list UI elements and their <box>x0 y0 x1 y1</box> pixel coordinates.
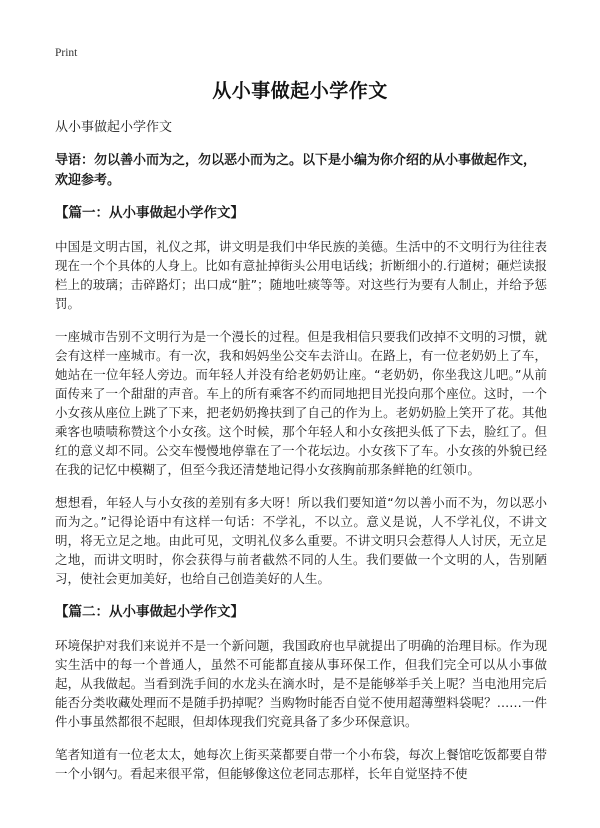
paragraph: 想想看，年轻人与小女孩的差别有多大呀！所以我们要知道“勿以善小而不为，勿以恶小而为之。”记得论语中有这样一句话：不学礼，不以立。意义是说，人不学礼仪，不讲文明，将无立足之地。由此可见，文明礼仪多么重要。不讲文明只会惹得人人讨厌，无立足之地，而讲文明时，你会获得与前者截然不同的人生。我们要做一个文明的人，告别陋习，使社会更加美好，也给自己创造美好的人生。 <box>55 495 547 586</box>
page-title: 从小事做起小学作文 <box>212 80 388 102</box>
article-body <box>55 118 547 797</box>
section-1 <box>55 203 547 588</box>
paragraph: 一座城市告别不文明行为是一个漫长的过程。但是我相信只要我们改掉不文明的习惯，就会有这样一座城市。有一次，我和妈妈坐公交车去浒山。在路上，有一位老奶奶上了车，她站在一位年轻人旁边。而年轻人并没有给老奶奶让座。“老奶奶，你坐我这儿吧。”从前面传来了一个甜甜的声音。车上的所有乘客不约而同地把目光投向那个座位。这时，一个小女孩从座位上跳了下来，把老奶奶搀扶到了自己的作为上。老奶奶脸上笑开了花。其他乘客也啧啧称赞这个小女孩。这个时候，那个年轻人和小女孩把头低了下去，脸红了。但红的意义却不同。公交车慢慢地停靠在了一个花坛边。小女孩下了车。小女孩的外貌已经在我的记忆中模糊了，但至今我还清楚地记得小女孩胸前那条鲜艳的红领巾。 <box>55 329 547 477</box>
article-subtitle: 从小事做起小学作文 <box>55 120 173 135</box>
print-link[interactable]: Print <box>55 47 78 59</box>
article-lead: 导语：勿以善小而为之，勿以恶小而为之。以下是小编为你介绍的从小事做起作文，欢迎参考。 <box>55 153 537 188</box>
paragraph: 笔者知道有一位老太太，她每次上街买菜都要自带一个小布袋，每次上餐馆吃饭都要自带一个小钢勺。看起来很平常，但能够像这位老同志那样，长年自觉坚持不使 <box>55 747 547 781</box>
paragraph: 中国是文明古国，礼仪之邦，讲文明是我们中华民族的美德。生活中的不文明行为往往表现在一个个具体的人身上。比如有意扯掉街头公用电话线；折断细小的.行道树；砸烂读报栏上的玻璃；击碎路灯；出口成“脏”；随地吐痰等等。对这些行为要有人制止，并给予惩罚。 <box>55 239 547 311</box>
paragraph: 环境保护对我们来说并不是一个新问题，我国政府也早就提出了明确的治理目标。作为现实生活中的每一个普通人，虽然不可能都直接从事环保工作，但我们完全可以从小事做起，从我做起。当看到洗手间的水龙头在滴水时，是不是能够举手关上呢？当电池用完后能否分类收藏处理而不是随手扔掉呢？当购物时能否自觉不使用超薄塑料袋呢？……一件件小事虽然都很不起眼，但却体现我们究竟具备了多少环保意识。 <box>55 638 547 729</box>
section-heading: 【篇二：从小事做起小学作文】 <box>55 604 244 620</box>
section-heading: 【篇一：从小事做起小学作文】 <box>55 205 244 221</box>
section-2 <box>55 602 547 783</box>
